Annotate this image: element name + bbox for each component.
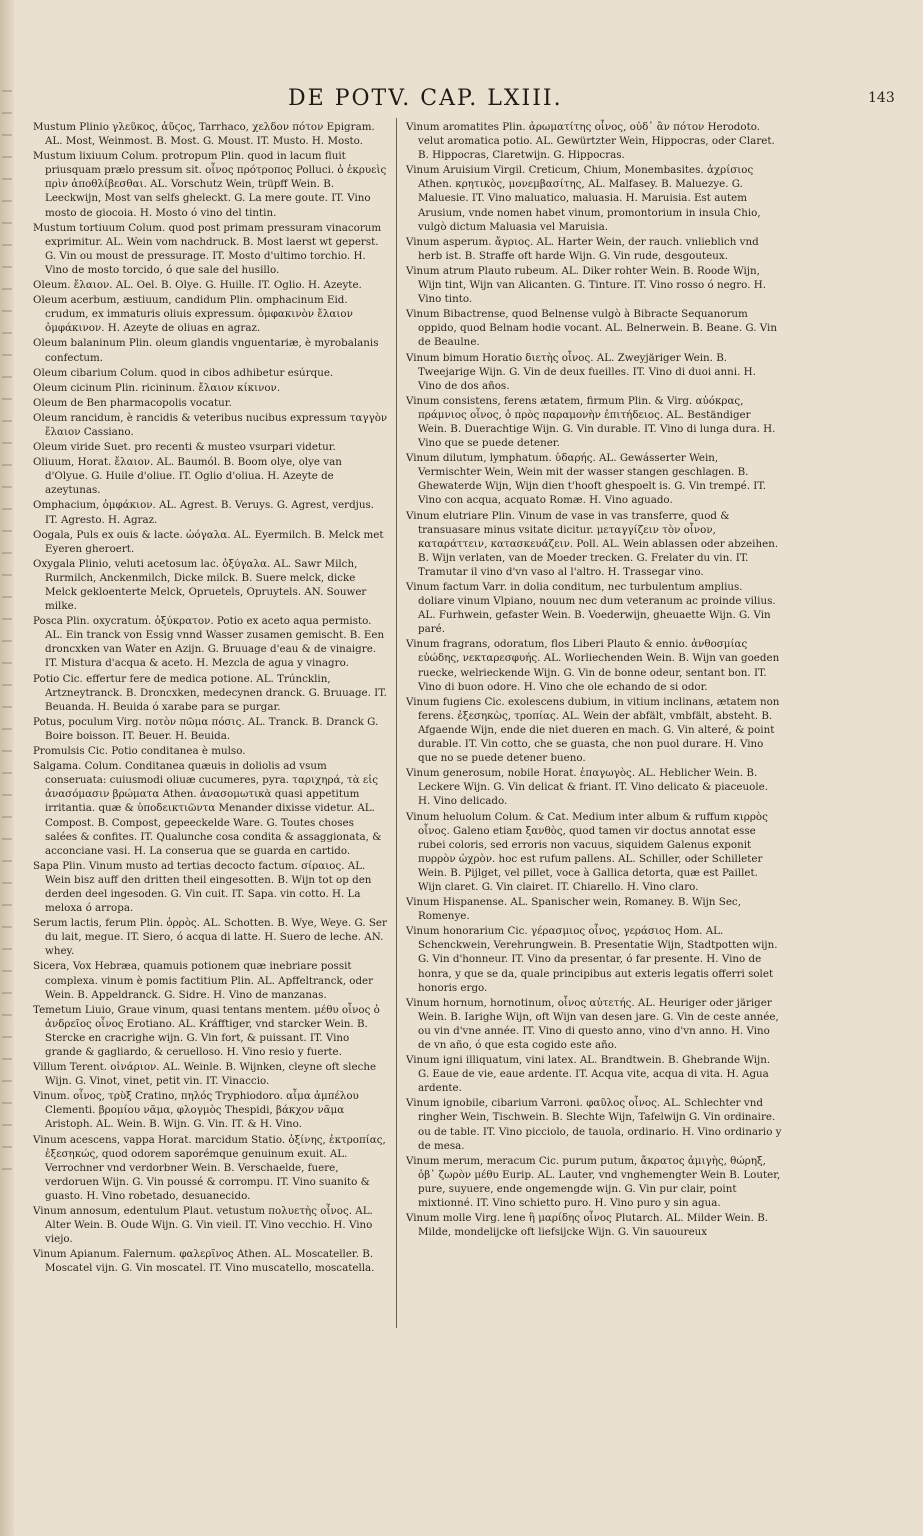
dictionary-entry: Vinum bimum Horatio διετὴς οἶνος. AL. Zweyjäriger Wein. B. Tweejarige Wijn. G. Vin de deux fueilles. IT. Vino di duoi anni. H. Vino de dos años. bbox=[406, 351, 756, 392]
dictionary-entry: Temetum Liuio, Graue vinum, quasi tentans mentem. μέθυ οἶνος ὁ ἀνδρεῖος οἶνος Erotiano. AL. Kráfftiger, vnd starcker Wein. B. Stercke en cracrighe wijn. G. Vin fort, & puissant. IT. Vino grande & gagliardo, & ceruelloso. H. Vino resio y fuerte. bbox=[33, 1003, 380, 1058]
dictionary-entry: Vinum ignobile, cibarium Varroni. φαῦλος οἶνος. AL. Schlechter vnd ringher Wein, Tischwein. B. Slechte Wijn, Tafelwijn G. Vin ordinaire. ou de table. IT. Vino picciolo, de tauola, ordinario. H. Vino ordinario y de mesa. bbox=[406, 1097, 782, 1152]
dictionary-entry: Oleum rancidum, è rancidis & veteribus nucibus expressum ταγγὸν ἔλαιον Cassiano. bbox=[33, 411, 388, 438]
dictionary-entry: Vinum igni illiquatum, vini latex. AL. Brandtwein. B. Ghebrande Wijn. G. Eaue de vie, eaue ardente. IT. Acqua vite, acqua di vita. H. Agua ardente. bbox=[406, 1054, 771, 1095]
dictionary-entry: Oleum cicinum Plin. ricininum. ἔλαιον κίκινον. bbox=[33, 381, 281, 394]
dictionary-entry: Salgama. Colum. Conditanea quæuis in doliolis ad vsum conseruata: cuiusmodi oliuæ cucumeres, pyra. ταριχηρά, τὰ εἰς ἀνασόμασιν βρώματα Athen. ἀνασομωτικὰ quasi appetitum irritantia. quæ & ὑποδεικτιῶντα Menander dixisse videtur. AL. Compost. B. Compost, gepeeckelde Ware. G. Toutes choses salées & confites. IT. Qualunche cosa condita & assaggionata, & acconciane vasi. H. La conserua que se guarda en cartido. bbox=[33, 760, 382, 857]
dictionary-entry: Vinum Hispanense. AL. Spanischer wein, Romaney. B. Wijn Sec, Romenye. bbox=[406, 896, 741, 923]
dictionary-entry: Vinum merum, meracum Cic. purum putum, ἄκρατος ἀμιγὴς, θώρηξ, ὀβ᾽ ζωρὸν μέθυ Eurip. AL. Lauter, vnd vnghemengter Wein B. Louter, pure, suyuere, ende ongemengde wijn. G. Vin pur clair, point mixtionné. IT. Vino schietto puro. H. Vino puro y sin agua. bbox=[406, 1154, 781, 1210]
dictionary-entry: Sicera, Vox Hebræa, quamuis potionem quæ inebriare possit complexa. vinum è pomis factitium Plin. AL. Apffeltranck, oder Wein. B. Appeldranck. G. Sidre. H. Vino de manzanas. bbox=[33, 960, 374, 1001]
dictionary-entry: Oleum. ἔλαιον. AL. Oel. B. Olye. G. Huille. IT. Oglio. H. Azeyte. bbox=[33, 279, 362, 292]
column-divider bbox=[396, 118, 397, 1328]
page-header bbox=[0, 86, 923, 116]
dictionary-entry: Vinum aromatites Plin. ἀρωματίτης οἶνος, οὐδ᾽ ἂν πότον Herodoto. velut aromatica potio. AL. Gewürtzter Wein, Hippocras, oder Claret. B. Hippocras, Claretwijn. G. Hippocras. bbox=[406, 121, 775, 162]
dictionary-entry: Oleum balaninum Plin. oleum glandis vnguentariæ, è myrobalanis confectum. bbox=[33, 337, 379, 364]
bleed-through-marks bbox=[2, 90, 12, 1190]
dictionary-entry: Vinum fragrans, odoratum, flos Liberi Plauto & ennio. ἀνθοσμίας εὐώδης, νεκταρεσφυής. AL. Worliechenden Wein. B. Wijn van goeden ruecke, welrieckende Wijn. G. Vin de bonne odeur, sentant bon. IT. Vino di buon odore. H. Vino che ole echando de si odor. bbox=[406, 638, 780, 693]
dictionary-entry: Villum Terent. οἰνάριον. AL. Weinle. B. Wijnken, cleyne oft sleche Wijn. G. Vinot, vinet, petit vin. IT. Vinaccio. bbox=[33, 1061, 377, 1088]
dictionary-entry: Vinum Aruisium Virgil. Creticum, Chium, Monembasites. ἀχρίσιος Athen. κρητικὸς, μονεμβασίτης, AL. Malfasey. B. Maluezye. G. Maluesie. IT. Vino maluatico, maluasia. H. Maruisia. Est autem Arusium, vnde nomen habet vinum, promontorium in insula Chio, vulgò dictum Maluasia vel Maruisia. bbox=[406, 164, 761, 233]
dictionary-entry: Vinum hornum, hornotinum, οἶνος αὐτετής. AL. Heuriger oder järiger Wein. B. Iarighe Wijn, oft Wijn van desen jare. G. Vin de ceste année, ou vin d'vne année. IT. Vino di questo anno, vino d'vn anno. H. Vino de vn año, ó que esta cogido este año. bbox=[406, 996, 779, 1051]
dictionary-entry: Sapa Plin. Vinum musto ad tertias decocto factum. σίραιος. AL. Wein bisz auff den dritten theil eingesotten. B. Wijn tot op den derden deel ingesoden. G. Vin cuit. IT. Sapa. vin cotto. H. La meloxa ó arropa. bbox=[33, 859, 372, 915]
dictionary-entry: Mustum lixiuum Colum. protropum Plin. quod in lacum fluit priusquam prælo pressum sit. οἶνος πρότροπος Polluci. ὁ ἐκρυεὶς πρὶν ἀποθλίβεσθαι. AL. Vorschutz Wein, trüpff Wein. B. Leeckwijn, Most van selfs gheleckt. G. La mere goute. IT. Vino mosto de giocoia. H. Mosto ó vino del tintin. bbox=[33, 150, 387, 219]
dictionary-entry: Omphacium, ὀμφάκιον. AL. Agrest. B. Veruys. G. Agrest, verdjus. IT. Agresto. H. Agraz. bbox=[33, 499, 375, 526]
running-title: DE POTV. CAP. LXIII. bbox=[288, 86, 563, 111]
dictionary-entry: Vinum atrum Plauto rubeum. AL. Diker rohter Wein. B. Roode Wijn, Wijn tint, Wijn van Alicanten. G. Tinture. IT. Vino rosso ó negro. H. Vino tinto. bbox=[406, 264, 767, 306]
dictionary-entry: Vinum molle Virg. lene ἢ μαρίδης οἶνος Plutarch. AL. Milder Wein. B. Milde, mondelijcke oft liefsijcke Wijn. G. Vin sauoureux bbox=[406, 1212, 769, 1239]
dictionary-entry: Vinum heluolum Colum. & Cat. Medium inter album & ruffum κιρρὸς οἶνος. Galeno etiam ξανθὸς, quod tamen vir doctus annotat esse rubei coloris, sed erroris non vacuus, siquidem Galenus exponit πυρρὸν ὠχρὸν. hoc est rufum pallens. AL. Schiller, oder Schilleter Wein. B. Pijlget, vel pillet, voce à Gallica detorta, quæ est Paillet. Wijn claret. G. Vin clairet. IT. Chiarello. H. Vino claro. bbox=[406, 810, 768, 893]
page-number: 143 bbox=[868, 90, 895, 106]
dictionary-entry: Vinum annosum, edentulum Plaut. vetustum πολυετὴς οἶνος. AL. Alter Wein. B. Oude Wijn. G. Vin vieil. IT. Vino vecchio. H. Vino viejo. bbox=[33, 1205, 373, 1246]
dictionary-entry: Vinum acescens, vappa Horat. marcidum Statio. ὀξίνης, ἐκτροπίας, ἐξεσηκώς, quod odorem saporémque genuinum exuit. AL. Verrochner vnd verdorbner Wein. B. Verschaelde, fuere, verdoruen Wijn. G. Vin poussé & corrompu. IT. Vino suanito & guasto. H. Vino robetado, desuanecido. bbox=[33, 1133, 386, 1202]
dictionary-entry: Oleum cibarium Colum. quod in cibos adhibetur esúrque. bbox=[33, 366, 334, 379]
dictionary-entry: Oleum acerbum, æstiuum, candidum Plin. omphacinum Eid. crudum, ex immaturis oliuis expressum. ὀμφακινὸν ἔλαιον ὀμφάκινον. H. Azeyte de oliuas en agraz. bbox=[33, 294, 353, 335]
dictionary-entry: Oleum viride Suet. pro recenti & musteo vsurpari videtur. bbox=[33, 441, 336, 454]
dictionary-entry: Vinum. οἶνος, τρὺξ Cratino, πηλός Tryphiodoro. αἶμα ἀμπέλου Clementi. βρομίου νᾶμα, φλογμὸς Thespidi, βάκχον νᾶμα Aristoph. AL. Wein. B. Wijn. G. Vin. IT. & H. Vino. bbox=[33, 1090, 359, 1131]
dictionary-entry: Vinum Apianum. Falernum. φαλερῖνος Athen. AL. Moscateller. B. Moscatel vijn. G. Vin moscatel. IT. Vino muscatello, moscatella. bbox=[33, 1248, 375, 1275]
dictionary-entry: Serum lactis, ferum Plin. ὀρρὸς. AL. Schotten. B. Wye, Weye. G. Ser du lait, megue. IT. Siero, ó acqua di latte. H. Suero de leche. AN. whey. bbox=[33, 917, 387, 958]
dictionary-entry: Vinum elutriare Plin. Vinum de vase in vas transferre, quod & transuasare minus vsitate dicitur. μεταγγίζειν τὸν οἶνον, καταράττειν, κατασκευάζειν. Poll. AL. Wein ablassen oder abzeihen. B. Wijn verlaten, van de Moeder trecken. G. Frelater du vin. IT. Tramutar il vino d'vn vaso al l'altro. H. Trassegar vino. bbox=[406, 509, 779, 578]
dictionary-entry: Mustum tortiuum Colum. quod post primam pressuram vinacorum exprimitur. AL. Wein vom nachdruck. B. Most laerst wt geperst. G. Vin ou moust de pressurage. IT. Mosto d'ultimo torchio. H. Vino de mosto torcido, ó que sale del husillo. bbox=[33, 221, 382, 276]
right-column bbox=[406, 120, 782, 1240]
dictionary-entry: Vinum Bibactrense, quod Belnense vulgò à Bibracte Sequanorum oppido, quod Belnam hodie vocant. AL. Belnerwein. B. Beane. G. Vin de Beaulne. bbox=[406, 308, 777, 349]
dictionary-entry: Oxygala Plinio, veluti acetosum lac. ὀξύγαλα. AL. Sawr Milch, Rurmilch, Anckenmilch, Dicke milck. B. Suere melck, dicke Melck gekloenterte Melck, Opruetels, Opruytels. AN. Souwer milke. bbox=[33, 557, 367, 613]
dictionary-entry: Vinum factum Varr. in dolia conditum, nec turbulentum amplius. doliare vinum Vlpiano, nouum nec dum veteranum ac proinde vilius. AL. Furhwein, gefaster Wein. B. Voederwijn, gheuaette Wijn. G. Vin paré. bbox=[406, 581, 776, 636]
dictionary-entry: Potus, poculum Virg. ποτὸν πῶμα πόσις. AL. Tranck. B. Dranck G. Boire boisson. IT. Beuer. H. Beuida. bbox=[33, 715, 379, 742]
dictionary-entry: Posca Plin. oxycratum. ὀξύκρατον. Potio ex aceto aqua permisto. AL. Ein tranck von Essig vnnd Wasser zusamen gemischt. B. Een droncxken van Water en Azijn. G. Bruuage d'eau & de vinaigre. IT. Mistura d'acqua & aceto. H. Mezcla de agua y vinagro. bbox=[33, 615, 385, 670]
dictionary-entry: Oliuum, Horat. ἔλαιον. AL. Baumól. B. Boom olye, olye van d'Olyue. G. Huile d'oliue. IT. Oglio d'oliua. H. Azeyte de azeytunas. bbox=[33, 456, 342, 497]
dictionary-entry: Oleum de Ben pharmacopolis vocatur. bbox=[33, 396, 232, 409]
dictionary-entry: Vinum honorarium Cic. γέρασμιος οἶνος, γεράσιος Hom. AL. Schenckwein, Verehrungwein. B. Presentatie Wijn, Stadtpotten wijn. G. Vin d'honneur. IT. Vino da presentar, ó far presente. H. Vino de honra, y que se da, quale principibus aut exteris legatis offerri solet honoris ergo. bbox=[406, 925, 778, 994]
dictionary-entry: Vinum dilutum, lymphatum. ὑδαρής. AL. Gewásserter Wein, Vermischter Wein, Wein mit der wasser stangen geschlagen. B. Ghewaterde Wijn, Wijn dien t'hooft ghespoelt is. G. Vin trempé. IT. Vino con acqua, acquato Romæ. H. Vino aguado. bbox=[406, 452, 766, 507]
dictionary-entry: Vinum fugiens Cic. exolescens dubium, in vitium inclinans, ætatem non ferens. ἐξεσηκὼς, τροπίας. AL. Wein der abfält, vmbfält, absteht. B. Afgaende Wijn, ende die niet dueren en mach. G. Vin alteré, & point durable. IT. Vin cotto, che se guasta, che non puol durare. H. Vino que no se puede detener bueno. bbox=[406, 695, 780, 765]
dictionary-entry: Promulsis Cic. Potio conditanea è mulso. bbox=[33, 745, 246, 758]
dictionary-entry: Vinum asperum. ἄγριος. AL. Harter Wein, der rauch. vnlieblich vnd herb ist. B. Straffe oft harde Wijn. G. Vin rude, desgouteux. bbox=[406, 235, 759, 262]
dictionary-entry: Vinum consistens, ferens ætatem, firmum Plin. & Virg. αὐόκρας, πράμνιος οἶνος, ὁ πρὸς παραμονὴν ἐπιτήδειος. AL. Beständiger Wein. B. Duerachtige Wijn. G. Vin durable. IT. Vino di lunga dura. H. Vino que se puede detener. bbox=[406, 394, 776, 450]
left-column bbox=[33, 120, 388, 1277]
dictionary-entry: Oogala, Puls ex ouis & lacte. ὠόγαλα. AL. Eyermilch. B. Melck met Eyeren gheroert. bbox=[33, 528, 384, 555]
dictionary-entry: Vinum generosum, nobile Horat. ἐπαγωγὸς. AL. Heblicher Wein. B. Leckere Wijn. G. Vin delicat & friant. IT. Vino delicato & piaceuole. H. Vino delicado. bbox=[406, 767, 768, 808]
dictionary-entry: Potio Cic. effertur fere de medica potione. AL. Trúncklin, Artzneytranck. B. Droncxken, medecynen dranck. G. Bruuage. IT. Beuanda. H. Beuida ó xarabe para se purgar. bbox=[33, 672, 387, 713]
dictionary-entry: Mustum Plinio γλεῦκος, ἀῦϛος, Tarrhaco, χελδον πότον Epigram. AL. Most, Weinmost. B. Most. G. Moust. IT. Musto. H. Mosto. bbox=[33, 121, 375, 148]
